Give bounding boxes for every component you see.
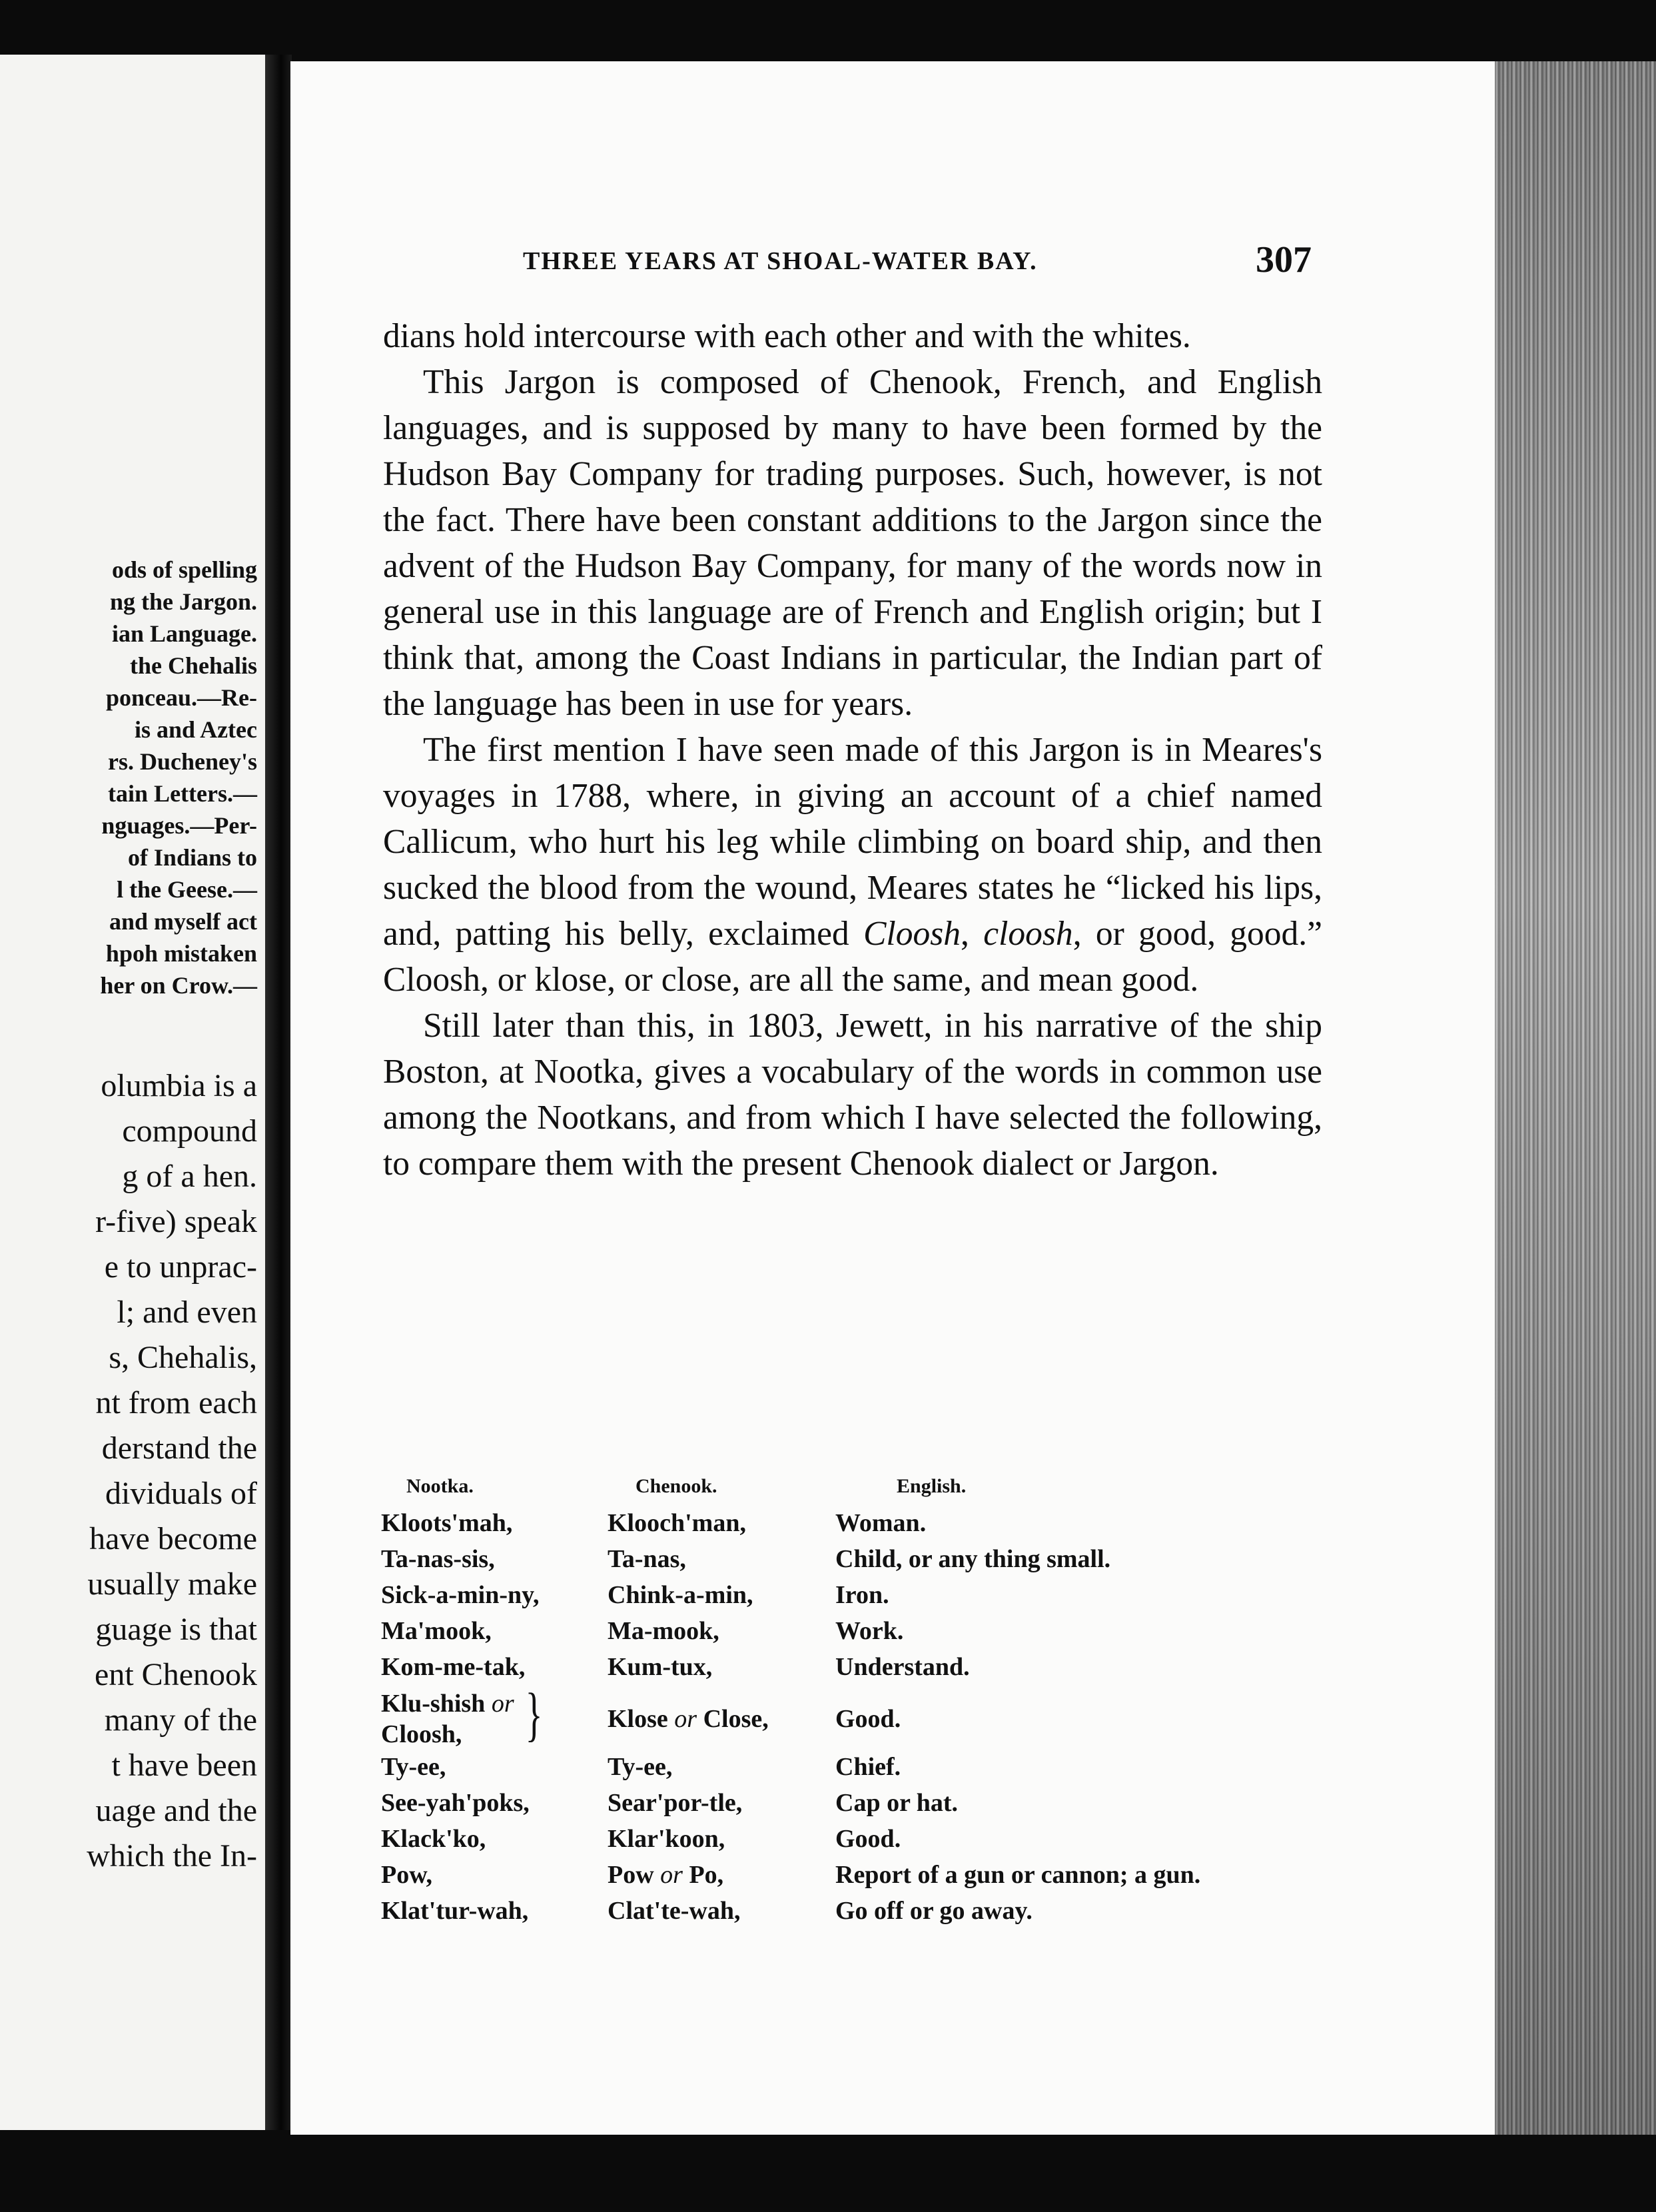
chenook-word: Chink-a-min, xyxy=(608,1581,753,1609)
paragraph: dians hold intercourse with each other and with the whites. xyxy=(383,317,1191,355)
page-edges-shadow xyxy=(1495,61,1656,2135)
vocabulary-row xyxy=(381,1860,1340,1896)
left-page-line: r-five) speak xyxy=(95,1204,257,1239)
left-page-line: s, Chehalis, xyxy=(109,1340,257,1375)
paragraph-text: , xyxy=(961,915,984,953)
vocabulary-row xyxy=(381,1508,1340,1544)
left-page-line: t have been xyxy=(111,1748,257,1783)
nootka-word-b: Cloosh, xyxy=(381,1720,462,1748)
left-page-line: of Indians to xyxy=(127,844,257,871)
english-word: Chief. xyxy=(835,1753,901,1781)
nootka-word: Pow, xyxy=(381,1861,433,1889)
paragraph-text: , or good, good.” Cloosh, or klose, or close, are all the same, and mean good. xyxy=(383,915,1323,999)
left-page-line: ent Chenook xyxy=(95,1657,257,1692)
chenook-word-a: Pow xyxy=(608,1861,661,1889)
chenook-word-a: Klose xyxy=(608,1705,675,1733)
left-page-line: the Chehalis xyxy=(129,652,257,679)
vocabulary-row xyxy=(381,1788,1340,1824)
chenook-word xyxy=(608,1860,835,1890)
chenook-word-b: Close, xyxy=(697,1705,769,1733)
chenook-word: Klooch'man, xyxy=(608,1509,746,1537)
english-word: Cap or hat. xyxy=(835,1789,959,1817)
paragraph: Still later than this, in 1803, Jewett, in his narrative of the ship Boston, at Nootka, gives a vocabulary of the words in common use among the Nootkans, and from which I have selected the following, to compare them with the present Chenook dialect or Jargon. xyxy=(383,1007,1322,1183)
book-gutter xyxy=(265,55,292,2130)
left-page-line: have become xyxy=(89,1521,257,1556)
running-head: THREE YEARS AT SHOAL-WATER BAY. xyxy=(523,247,1038,275)
nootka-word: Ty-ee, xyxy=(381,1753,446,1781)
left-page-line: g of a hen. xyxy=(122,1159,257,1194)
italic-word: Cloosh xyxy=(863,915,961,953)
chenook-word: Ty-ee, xyxy=(608,1753,673,1781)
english-word: Understand. xyxy=(835,1653,970,1681)
brace-glyph: } xyxy=(525,1682,543,1748)
nootka-word: Kom-me-tak, xyxy=(381,1653,526,1681)
header-english: English. xyxy=(897,1475,967,1497)
chenook-word: Clat'te-wah, xyxy=(608,1897,741,1925)
left-page-line: ian Language. xyxy=(111,620,257,647)
left-page-line: rs. Ducheney's xyxy=(108,748,257,775)
left-page-line: l the Geese.— xyxy=(117,876,257,903)
vocabulary-row xyxy=(381,1616,1340,1652)
left-page-line: usually make xyxy=(87,1566,257,1602)
left-page-line: ods of spelling xyxy=(111,556,257,583)
left-page-line: uage and the xyxy=(95,1793,257,1828)
english-word: Woman. xyxy=(835,1509,927,1537)
left-page-line: and myself act xyxy=(109,908,257,935)
page-number: 307 xyxy=(1256,239,1312,280)
left-page-line: ponceau.—Re- xyxy=(106,684,257,711)
nootka-word xyxy=(381,1682,608,1750)
vocabulary-row xyxy=(381,1682,1340,1752)
left-page-line: derstand the xyxy=(101,1430,257,1466)
english-word: Work. xyxy=(835,1617,904,1645)
header-chenook: Chenook. xyxy=(635,1475,717,1497)
vocabulary-header xyxy=(381,1475,1340,1508)
paragraph-text: The first mention I have seen made of this Jargon is in Meares's voyages in 1788, where, in giving an account of a chief named Callicum, who hurt his leg while climbing on board ship, and then sucked the blood from the wound, Meares states he “licked his lips, and, patting his belly, exclaimed xyxy=(383,731,1322,953)
nootka-word-a: Klu-shish xyxy=(381,1690,486,1718)
left-page-line: e to unprac- xyxy=(104,1249,257,1285)
vocabulary-row xyxy=(381,1824,1340,1860)
chenook-word: Ma-mook, xyxy=(608,1617,719,1645)
left-page-line: tain Letters.— xyxy=(108,780,257,807)
vocabulary-row xyxy=(381,1752,1340,1788)
left-page-line: l; and even xyxy=(117,1295,257,1330)
nootka-word: See-yah'poks, xyxy=(381,1789,530,1817)
left-page-line: her on Crow.— xyxy=(100,972,257,999)
nootka-word: Ta-nas-sis, xyxy=(381,1545,495,1573)
nootka-word: Kloots'mah, xyxy=(381,1509,513,1537)
or-word: or xyxy=(660,1861,683,1889)
english-word: Child, or any thing small. xyxy=(835,1545,1111,1573)
chenook-word: Klar'koon, xyxy=(608,1825,725,1853)
nootka-word: Klat'tur-wah, xyxy=(381,1897,529,1925)
left-page-line: nguages.—Per- xyxy=(101,812,257,839)
left-page-line: dividuals of xyxy=(105,1476,257,1511)
chenook-word-b: Po, xyxy=(682,1861,724,1889)
left-page-line: nt from each xyxy=(95,1385,257,1420)
left-page-line: is and Aztec xyxy=(135,716,257,743)
left-page-line: olumbia is a xyxy=(101,1068,257,1103)
body-text xyxy=(383,313,1322,1187)
english-word: Good. xyxy=(835,1705,901,1733)
chenook-word: Sear'por-tle, xyxy=(608,1789,743,1817)
left-page-line: guage is that xyxy=(95,1612,257,1647)
left-page-line: compound xyxy=(122,1113,257,1149)
english-word: Good. xyxy=(835,1825,901,1853)
or-word: or xyxy=(674,1705,697,1733)
english-word: Go off or go away. xyxy=(835,1897,1033,1925)
paragraph xyxy=(383,727,1322,1003)
vocabulary-table xyxy=(381,1475,1340,1932)
left-page-line: which the In- xyxy=(87,1838,257,1874)
english-word: Iron. xyxy=(835,1581,889,1609)
or-word: or xyxy=(491,1690,514,1718)
left-page-line: hpoh mistaken xyxy=(105,940,257,967)
header-nootka: Nootka. xyxy=(406,1475,474,1497)
left-page-line: many of the xyxy=(104,1702,257,1738)
chenook-word: Ta-nas, xyxy=(608,1545,686,1573)
nootka-word: Sick-a-min-ny, xyxy=(381,1581,540,1609)
left-facing-page xyxy=(0,55,265,2130)
left-page-line: ng the Jargon. xyxy=(109,588,257,615)
nootka-word-stack xyxy=(381,1688,514,1750)
nootka-word-line xyxy=(381,1688,514,1719)
english-word: Report of a gun or cannon; a gun. xyxy=(835,1861,1201,1889)
vocabulary-row xyxy=(381,1544,1340,1580)
chenook-word: Kum-tux, xyxy=(608,1653,713,1681)
italic-word: cloosh xyxy=(983,915,1073,953)
nootka-word: Ma'mook, xyxy=(381,1617,492,1645)
chenook-word xyxy=(608,1688,835,1734)
vocabulary-row xyxy=(381,1896,1340,1932)
nootka-word: Klack'ko, xyxy=(381,1825,486,1853)
paragraph: This Jargon is composed of Chenook, French, and English languages, and is supposed by many to have been formed by the Hudson Bay Company for trading purposes. Such, however, is not the fact. There have been constant additions to the Jargon since the advent of the Hudson Bay Company, for many of the words now in general use in this language are of French and English origin; but I think that, among the Coast Indians in particular, the Indian part of the language has been in use for years. xyxy=(383,363,1322,723)
vocabulary-row xyxy=(381,1580,1340,1616)
